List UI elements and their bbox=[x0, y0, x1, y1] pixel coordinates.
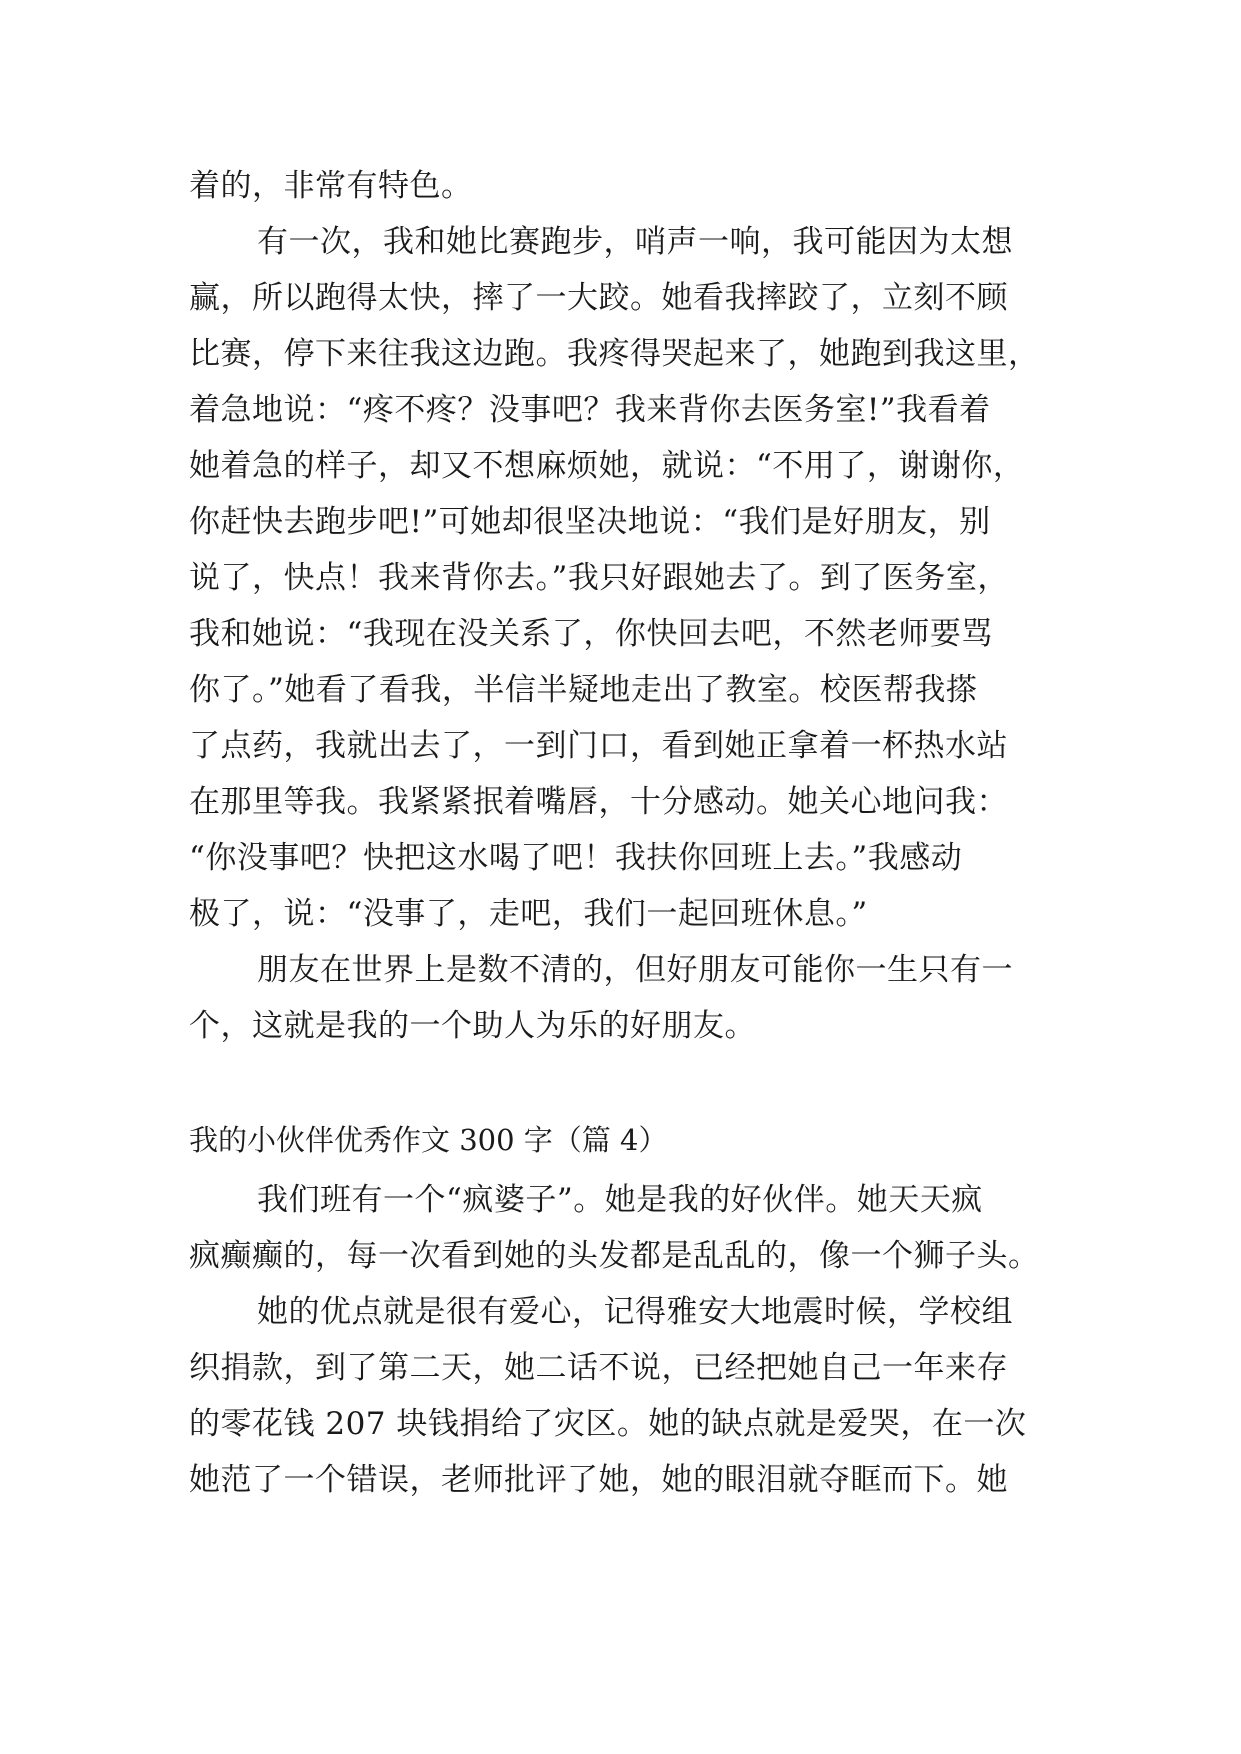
paragraph-line: 着的，非常有特色。 bbox=[189, 168, 473, 204]
paragraph-line: 我和她说：“我现在没关系了，你快回去吧，不然老师要骂 bbox=[189, 616, 993, 652]
paragraph-line: 个，这就是我的一个助人为乐的好朋友。 bbox=[189, 1008, 756, 1044]
paragraph-line: 你赶快去跑步吧!”可她却很坚决地说：“我们是好朋友，别 bbox=[189, 504, 991, 540]
paragraph-line: 织捐款，到了第二天，她二话不说，已经把她自己一年来存 bbox=[189, 1350, 1008, 1386]
paragraph-line: 着急地说：“疼不疼？没事吧？我来背你去医务室!”我看着 bbox=[189, 392, 991, 428]
paragraph-line: 朋友在世界上是数不清的，但好朋友可能你一生只有一 bbox=[257, 952, 1013, 988]
paragraph-line: 她范了一个错误，老师批评了她，她的眼泪就夺眶而下。她 bbox=[189, 1462, 1008, 1498]
paragraph-line: 我们班有一个“疯婆子”。她是我的好伙伴。她天天疯 bbox=[257, 1182, 983, 1218]
paragraph-line: 说了，快点！我来背你去。”我只好跟她去了。到了医务室， bbox=[189, 560, 1009, 596]
paragraph-line: 有一次，我和她比赛跑步，哨声一响，我可能因为太想 bbox=[257, 224, 1013, 260]
paragraph-line: 极了，说：“没事了，走吧，我们一起回班休息。” bbox=[189, 896, 868, 932]
paragraph-line: “你没事吧？快把这水喝了吧！我扶你回班上去。”我感动 bbox=[189, 840, 963, 876]
paragraph-line: 比赛，停下来往我这边跑。我疼得哭起来了，她跑到我这里， bbox=[189, 336, 1040, 372]
paragraph-line: 在那里等我。我紧紧抿着嘴唇，十分感动。她关心地问我： bbox=[189, 784, 1008, 820]
paragraph-line: 的零花钱 207 块钱捐给了灾区。她的缺点就是爱哭，在一次 bbox=[189, 1406, 1027, 1442]
section-heading: 我的小伙伴优秀作文 300 字（篇 4） bbox=[189, 1123, 668, 1157]
paragraph-line: 了点药，我就出去了，一到门口，看到她正拿着一杯热水站 bbox=[189, 728, 1008, 764]
paragraph-line: 赢，所以跑得太快，摔了一大跤。她看我摔跤了，立刻不顾 bbox=[189, 280, 1008, 316]
paragraph-line: 疯癫癫的，每一次看到她的头发都是乱乱的，像一个狮子头。 bbox=[189, 1238, 1040, 1274]
paragraph-line: 你了。”她看了看我，半信半疑地走出了教室。校医帮我搽 bbox=[189, 672, 978, 708]
paragraph-line: 她着急的样子，却又不想麻烦她，就说：“不用了，谢谢你， bbox=[189, 448, 1025, 484]
paragraph-line: 她的优点就是很有爱心，记得雅安大地震时候，学校组 bbox=[257, 1294, 1013, 1330]
